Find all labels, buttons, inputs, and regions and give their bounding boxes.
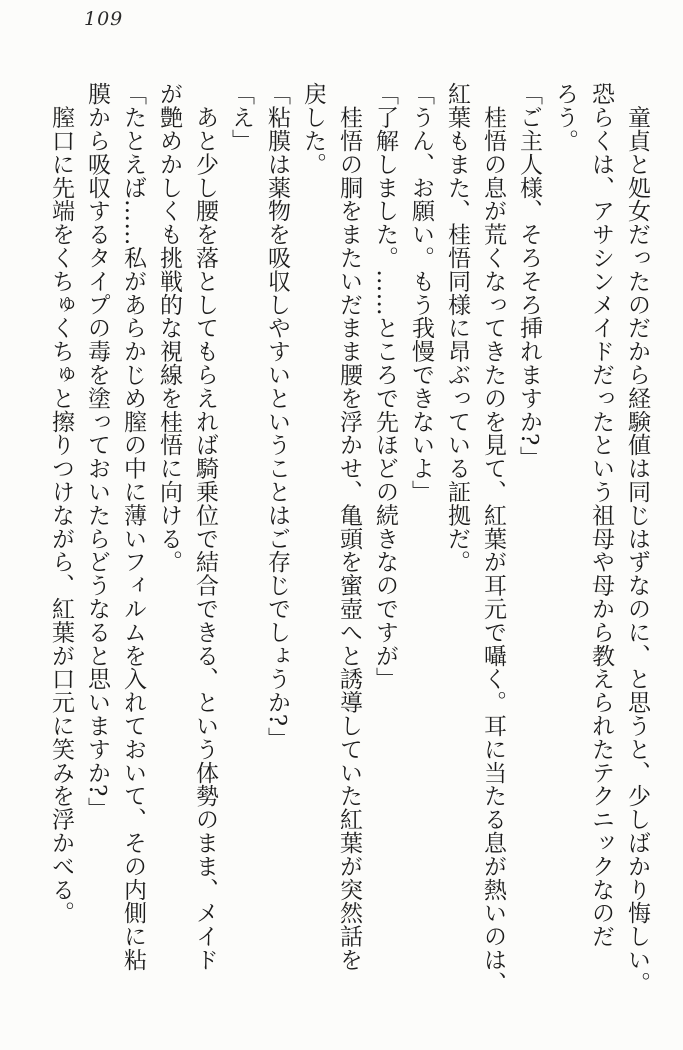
text-line: あと少し腰を落としてもらえれば騎乗位で結合できる、という体勢のまま、メイド (192, 82, 218, 972)
text-line: 紅葉もまた、桂悟同様に昂ぶっている証拠だ。 (444, 82, 470, 574)
text-line: 桂悟の息が荒くなってきたのを見て、紅葉が耳元で囁く。耳に当たる息が熱いのは、 (480, 82, 506, 995)
page-number: 109 (84, 8, 124, 30)
text-line: ろう。 (552, 82, 578, 153)
text-line: 桂悟の胴をまたいだまま腰を浮かせ、亀頭を蜜壺へと誘導していた紅葉が突然話を (336, 82, 362, 972)
text-line: 膜から吸収するタイプの毒を塗っておいたらどうなると思いますか?」 (84, 82, 110, 821)
text-line: 「たとえば……私があらかじめ膣の中に薄いフィルムを入れておいて、その内側に粘 (120, 82, 146, 972)
text-line: 「うん、お願い。もう我慢できないよ」 (408, 82, 434, 504)
text-line: 「え」 (228, 82, 254, 153)
text-line: 「ご主人様、そろそろ挿れますか?」 (516, 82, 542, 470)
text-line: 「粘膜は薬物を吸収しやすいということはご存じでしょうか?」 (264, 82, 290, 750)
text-line: 童貞と処女だったのだから経験値は同じはずなのに、と思うと、少しばかり悔しい。 (624, 82, 650, 995)
text-line: が艶めかしくも挑戦的な視線を桂悟に向ける。 (156, 82, 182, 574)
text-line: 「了解しました。……ところで先ほどの続きなのですが」 (372, 82, 398, 691)
text-line: 膣口に先端をくちゅくちゅと擦りつけながら、紅葉が口元に笑みを浮かべる。 (48, 82, 74, 925)
text-line: 恐らくは、アサシンメイドだったという祖母や母から教えられたテクニックなのだ (588, 82, 614, 948)
body-text (43, 82, 655, 1034)
text-line: 戻した。 (300, 82, 326, 176)
